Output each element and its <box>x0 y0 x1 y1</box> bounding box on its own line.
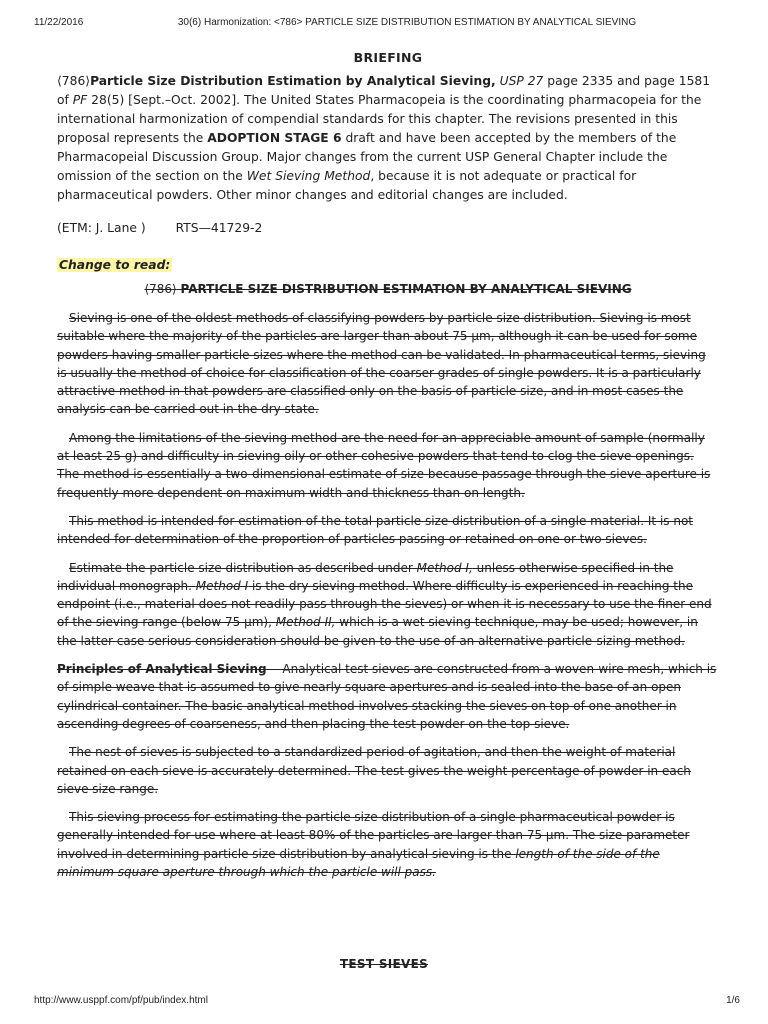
rts-number: RTS—41729-2 <box>175 221 263 235</box>
paragraph-2: Among the limitations of the sieving method are the need for an appreciable amount of sample (normally at least 25 g) and difficulty in sieving oily or other cohesive powders that tend to clog the sieve openings. The method is essentially a two-dimensional estimate of size because passage through the sieve aperture is frequently more dependent on maximum width and thickness than on length. <box>57 430 711 500</box>
briefing-text: page 2335 and page 1581 of <box>57 74 711 107</box>
paragraph-3: This method is intended for estimation of the total particle size distribution of a single material. It is not intended for determination of the proportion of particles passing or retained on one or two sieves. <box>57 513 693 547</box>
paragraph-1: Sieving is one of the oldest methods of classifying powders by particle size distribution. Sieving is most suitable where the majority of the particles are larger than about 75 µm, although it can be used for some powders having smaller particle sizes where the method can be validated. In pharmaceutical terms, sieving is usually the method of choice for classification of the coarser grades of single powders. It is a particularly attractive method in that powders are classified only on the basis of particle size, and in most cases the analysis can be carried out in the dry state. <box>57 311 706 417</box>
briefing-text: 28(5) [Sept.–Oct. 2002]. The United States Pharmacopeia is the coordinating pharmacopeia for the international harmonization of compendial standards for this chapter. The revisions presented in this proposal represents the <box>57 93 702 145</box>
aperture-definition: length of the side of the minimum square aperture through which the particle will pass. <box>57 846 660 880</box>
etm-line <box>57 219 719 238</box>
print-footer <box>34 995 740 1007</box>
paragraph-text: which is a wet sieving technique, may be used; however, in the latter case serious consideration should be given to the use of an alternative particle-sizing method. <box>57 615 698 648</box>
paragraph-text: This sieving process for estimating the particle size distribution of a single pharmaceutical powder is generally intended for use where at least 80% of the particles are larger than 75 µm. The size parameter involved in determining particle size distribution by analytical sieving is the <box>57 810 690 861</box>
briefing-heading: BRIEFING <box>353 50 423 65</box>
briefing-ref-title: Particle Size Distribution Estimation by Analytical Sieving, <box>90 74 496 88</box>
briefing-paragraph <box>57 72 719 205</box>
briefing-text: , because it is not adequate or practical for pharmaceutical powders. Other minor changes and editorial changes are included. <box>57 169 637 202</box>
page-number: 1/6 <box>726 995 740 1006</box>
print-title: 30(6) Harmonization: <786> PARTICLE SIZE DISTRIBUTION ESTIMATION BY ANALYTICAL SIEVING <box>177 17 637 28</box>
adoption-stage: ADOPTION STAGE 6 <box>207 131 342 145</box>
paragraph-text: — Analytical test sieves are constructed from a woven-wire mesh, which is of simple weave that is assumed to give nearly square apertures and is sealed into the base of an open cylindrical container. The basic analytical method involves stacking the sieves on top of one another in ascending degrees of coarseness, and then placing the test powder on the top sieve. <box>57 662 717 731</box>
method-2-ref: Method II, <box>275 615 336 630</box>
paragraph-text: unless otherwise specified in the individual monograph. <box>57 560 674 593</box>
method-1-ref: Method I <box>195 578 249 593</box>
chapter-title <box>57 280 719 299</box>
chapter-title-text: PARTICLE SIZE DISTRIBUTION ESTIMATION BY ANALYTICAL SIEVING <box>180 282 632 296</box>
chapter-title-ref: ⟨786⟩ <box>144 282 177 296</box>
chapter-ref: ⟨786⟩ <box>57 74 91 88</box>
print-date: 11/22/2016 <box>34 17 84 28</box>
document-content <box>57 46 719 881</box>
principles-heading: Principles of Analytical Sieving <box>57 662 267 677</box>
pf-ref: PF <box>72 93 88 107</box>
test-sieves-heading: TEST SIEVES <box>339 957 429 971</box>
etm-name: (ETM: J. Lane ) <box>57 221 146 235</box>
paragraph-7 <box>57 808 719 881</box>
paragraph-5 <box>57 660 719 733</box>
change-label: Change to read: <box>59 258 171 272</box>
paragraph-text: is the dry sieving method. Where difficulty is experienced in reaching the endpoint (i.e., material does not readily pass through the sieves) or when it is necessary to use the finer end of the sieving range (below 75 µm), <box>57 578 712 630</box>
wet-sieving-ref: Wet Sieving Method <box>246 169 371 183</box>
paragraph-4 <box>57 559 719 650</box>
print-url: http://www.usppf.com/pf/pub/index.html <box>34 995 208 1006</box>
method-1-ref: Method I, <box>416 560 473 575</box>
usp-ref: USP 27 <box>499 74 544 88</box>
paragraph-text: Estimate the particle size distribution as described under <box>69 560 417 575</box>
paragraph-6: The nest of sieves is subjected to a standardized period of agitation, and then the weight of material retained on each sieve is accurately determined. The test gives the weight percentage of powder in each sieve size range. <box>57 745 691 796</box>
change-to-read <box>57 256 719 275</box>
briefing-text: draft and have been accepted by the members of the Pharmacopeial Discussion Group. Major changes from the current USP General Chapter include the omission of the section on the <box>57 131 677 183</box>
